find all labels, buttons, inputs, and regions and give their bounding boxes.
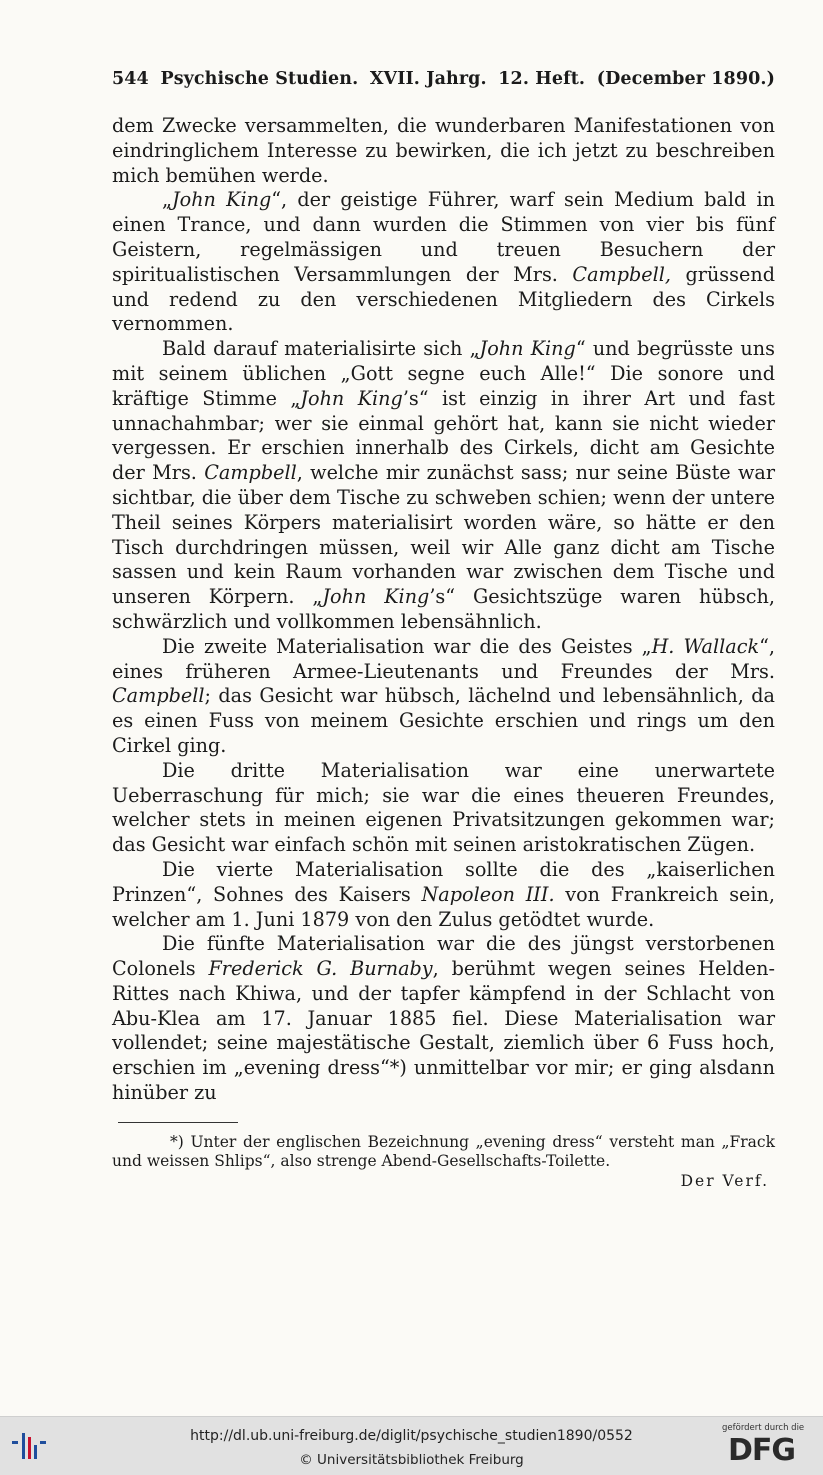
italic-text: Campbell xyxy=(204,461,297,485)
italic-text: John King xyxy=(479,337,576,361)
footnote xyxy=(112,1132,775,1190)
footnote-divider xyxy=(118,1122,238,1123)
paragraph xyxy=(112,114,775,188)
italic-text: Napoleon III. xyxy=(421,882,555,906)
italic-text: Frederick G. Burnaby xyxy=(208,957,433,981)
paragraph xyxy=(112,337,775,635)
footnote-signature: Der Verf. xyxy=(680,1171,769,1190)
text-run: “, eines früheren Armee-Lieutenants und Freundes der Mrs. xyxy=(112,634,775,683)
text-run: “ und begrüsste uns mit seinem üblichen „Gott segne euch Alle!“ Die sonore und kräftige Stimme „ xyxy=(112,337,775,410)
dfg-wordmark: DFG xyxy=(728,1433,796,1468)
paragraph xyxy=(112,858,775,932)
italic-text: John King xyxy=(300,386,403,410)
text-run: , welche mir zunächst sass; nur seine Büste war sichtbar, die über dem Tische zu schweben schien; wenn der untere Theil seines Körpers materialisirt worden wäre, so hätte er den Tisch durchdringen müssen, weil wir Alle ganz dicht am Tische sassen und kein Raum vorhanden war zwischen dem Tische und unseren Körpern. „ xyxy=(112,461,775,609)
viewer-footer xyxy=(0,1416,823,1475)
issue-date: (December 1890.) xyxy=(596,69,775,89)
issue-label: 12. Heft. xyxy=(498,69,586,89)
italic-text: Campbell xyxy=(112,684,205,708)
text-run: Bald darauf materialisirte sich „ xyxy=(162,337,480,361)
permalink-url[interactable]: http://dl.ub.uni-freiburg.de/diglit/psychische_studien1890/0552 xyxy=(190,1428,633,1444)
italic-text: John King xyxy=(322,585,430,609)
text-run: Die fünfte Materialisation war die des jüngst verstorbenen Colonels xyxy=(112,932,775,981)
journal-title: Psychische Studien. xyxy=(160,69,359,89)
text-run: dem Zwecke versammelten, die wunderbaren Manifestationen von eindringlichem Interesse zu bewirken, die ich jetzt zu beschreiben mich bemühen werde. xyxy=(112,114,775,187)
italic-text: John King xyxy=(171,188,272,212)
text-run: “, der geistige Führer, warf sein Medium bald in einen Trance, und dann wurden die Stimmen von vier bis fünf Geistern, regelmässigen und treuen Besuchern der spiritualistischen Versammlungen der Mrs. xyxy=(112,188,775,286)
dfg-logo xyxy=(718,1423,818,1471)
volume-label: XVII. Jahrg. xyxy=(369,69,487,89)
running-header xyxy=(112,64,775,94)
dfg-tagline: gefördert durch die xyxy=(722,1423,805,1433)
page-number: 544 xyxy=(112,69,149,89)
text-run: „ xyxy=(162,188,172,212)
text-run: ’s“ ist einzig in ihrer Art und fast unnachahmbar; wer sie einmal gehört hat, kann sie nicht wieder vergessen. Er erschien innerhalb des Cirkels, dicht am Gesichte der Mrs. xyxy=(112,386,776,485)
footnote-text: *) Unter der englischen Bezeichnung „evening dress“ versteht man „Frack und weissen Shlips“, also strenge Abend-Gesellschafts-Toilette. xyxy=(112,1132,775,1171)
italic-text: H. Wallack xyxy=(651,634,760,658)
text-run: , berühmt wegen seines Helden-Rittes nach Khiwa, und der tapfer kämpfend in der Schlacht von Abu-Klea am 17. Januar 1885 fiel. Diese Materialisation war vollendet; seine majestätische Gestalt, ziemlich über 6 Fuss hoch, erschien im „evening dress“*) unmittelbar vor mir; er ging alsdann hinüber zu xyxy=(112,957,775,1105)
text-run: Die dritte Materialisation war eine unerwartete Ueberraschung für mich; sie war die eines theueren Freundes, welcher stets in meinen eigenen Privatsitzungen gekommen war; das Gesicht war einfach schön mit seinen aristokratischen Zügen. xyxy=(112,758,775,857)
paragraph xyxy=(112,932,775,1106)
text-run: grüssend und redend zu den verschiedenen Mitgliedern des Cirkels vernommen. xyxy=(112,262,775,336)
text-run: Die vierte Materialisation sollte die des „kaiserlichen Prinzen“, Sohnes des Kaisers xyxy=(112,857,775,906)
text-run: Die zweite Materialisation war die des Geistes „ xyxy=(162,634,652,658)
document-page xyxy=(112,64,775,1191)
copyright-notice: © Universitätsbibliothek Freiburg xyxy=(299,1452,524,1468)
paragraph xyxy=(112,635,775,759)
text-run: ’s“ Gesichtszüge waren hübsch, schwärzlich und vollkommen lebensähnlich. xyxy=(112,585,776,633)
body-text xyxy=(112,114,775,1106)
italic-text: Campbell, xyxy=(572,262,671,286)
text-run: von Frankreich sein, welcher am 1. Juni 1879 von den Zulus getödtet wurde. xyxy=(112,882,775,931)
paragraph xyxy=(112,188,775,337)
paragraph xyxy=(112,759,775,858)
text-run: ; das Gesicht war hübsch, lächelnd und lebensähnlich, da es einen Fuss von meinem Gesichte erschien und rings um den Cirkel ging. xyxy=(112,684,775,757)
